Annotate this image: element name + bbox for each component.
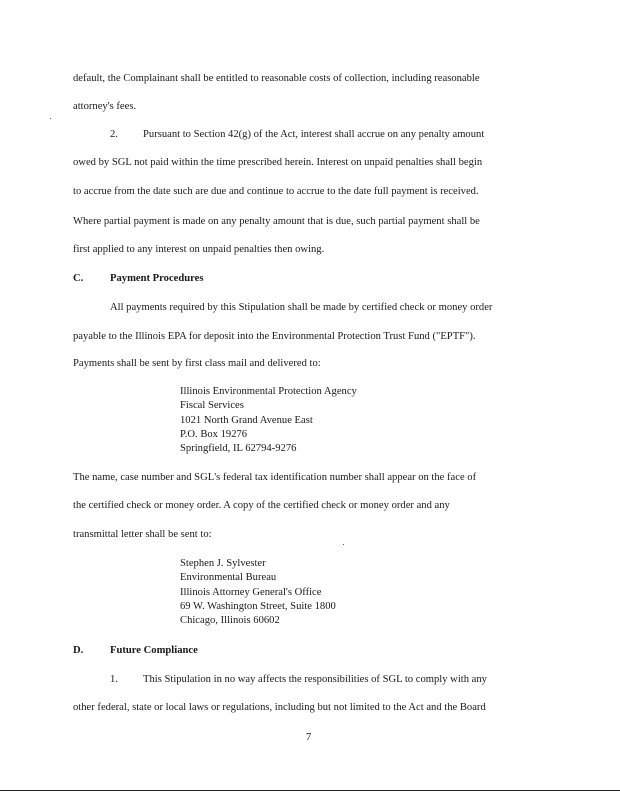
paragraph-number: 1. <box>110 674 118 685</box>
body-text-line: first applied to any interest on unpaid penalties then owing. <box>73 244 325 255</box>
body-text-line: attorney's fees. <box>73 101 137 112</box>
address-block <box>180 557 336 628</box>
address-line: Illinois Environmental Protection Agency <box>180 386 357 397</box>
body-text-line: Where partial payment is made on any penalty amount that is due, such partial payment shall be <box>73 216 480 227</box>
page-bottom-rule <box>0 790 620 791</box>
body-text-line: payable to the Illinois EPA for deposit into the Environmental Protection Trust Fund ("EPTF"). <box>73 331 476 342</box>
body-text-line: the certified check or money order. A copy of the certified check or money order and any <box>73 500 450 511</box>
address-line: Illinois Attorney General's Office <box>180 586 322 598</box>
body-text-line: default, the Complainant shall be entitled to reasonable costs of collection, including reasonable <box>73 73 480 84</box>
section-heading: Payment Procedures <box>110 273 204 284</box>
address-line: 69 W. Washington Street, Suite 1800 <box>180 600 336 612</box>
address-line: P.O. Box 19276 <box>180 428 248 440</box>
section-letter: D. <box>73 645 84 656</box>
body-text-line: Pursuant to Section 42(g) of the Act, interest shall accrue on any penalty amount <box>143 129 485 140</box>
address-line: Environmental Bureau <box>180 572 277 584</box>
section-letter: C. <box>73 273 84 284</box>
body-text-line: owed by SGL not paid within the time prescribed herein. Interest on unpaid penalties shall begin <box>73 157 483 168</box>
address-line: Chicago, Illinois 60602 <box>180 615 280 627</box>
body-text-line: to accrue from the date such are due and continue to accrue to the date full payment is received. <box>73 186 479 197</box>
body-text-line: Payments shall be sent by first class mail and delivered to: <box>73 358 321 369</box>
page-number: 7 <box>306 732 312 743</box>
body-text-line: other federal, state or local laws or regulations, including but not limited to the Act and the Board <box>73 702 486 713</box>
address-line: Springfield, IL 62794-9276 <box>180 443 297 455</box>
address-line: 1021 North Grand Avenue East <box>180 414 313 426</box>
body-text-line: transmittal letter shall be sent to: <box>73 529 212 540</box>
body-text-line: This Stipulation in no way affects the responsibilities of SGL to comply with any <box>143 674 487 685</box>
address-line: Stephen J. Sylvester <box>180 558 266 569</box>
address-block <box>180 385 357 456</box>
scan-speck <box>50 118 51 119</box>
scan-speck <box>343 544 344 545</box>
body-text-line: The name, case number and SGL's federal tax identification number shall appear on the face of <box>73 472 477 483</box>
paragraph-number: 2. <box>110 129 118 140</box>
body-text-line: All payments required by this Stipulation shall be made by certified check or money order <box>110 302 493 313</box>
address-line: Fiscal Services <box>180 400 244 412</box>
section-heading: Future Compliance <box>110 645 198 656</box>
